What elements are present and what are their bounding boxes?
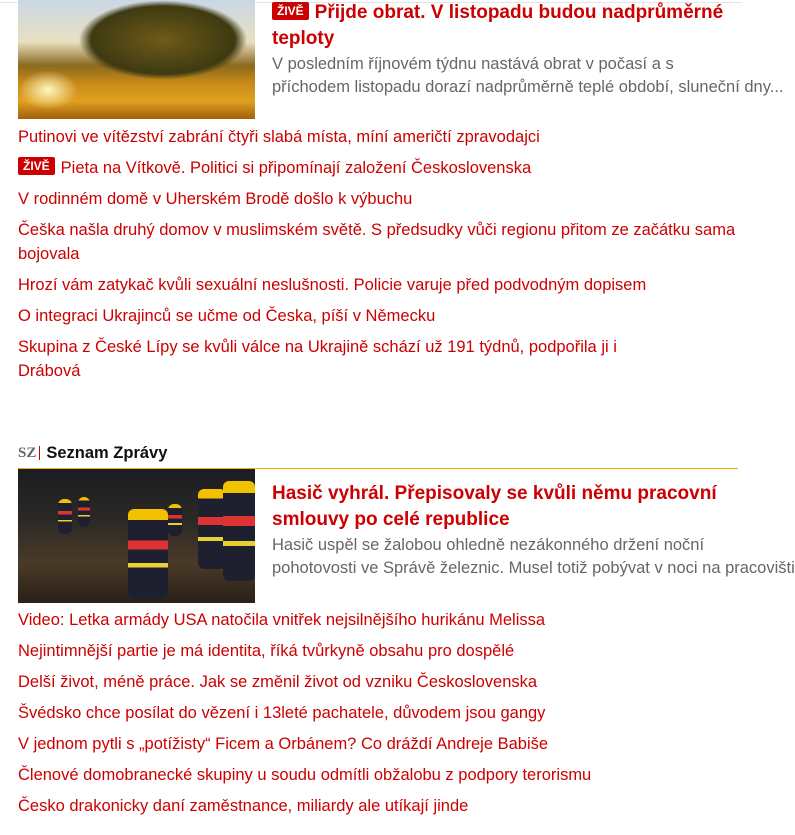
desc-line: V posledním říjnovém týdnu nastává obrat v počasí a s [272, 55, 674, 73]
live-badge: ŽIVĚ [18, 157, 55, 175]
news-link-text[interactable]: Pieta na Vítkově. Politici si připomínají založení Československa [60, 159, 532, 177]
desc-line: Hasič uspěl se žalobou ohledně nezákonného držení noční [272, 536, 705, 554]
desc-line: příchodem listopadu dorazí nadprůměrně teplé období, sluneční dny... [272, 78, 784, 96]
article-image[interactable] [18, 0, 255, 119]
news-link[interactable]: Členové domobranecké skupiny u soudu odmítli obžalobu z podpory terorismu [18, 766, 592, 784]
news-link[interactable]: O integraci Ukrajinců se učme od Česka, píší v Německu [18, 307, 436, 325]
news-link[interactable]: Češka našla druhý domov v muslimském světě. S předsudky vůči regionu přitom ze začátku sama bojovala [18, 221, 736, 263]
news-link[interactable] [18, 153, 738, 184]
news-link[interactable]: Nejintimnější partie je má identita, říká tvůrkyně obsahu pro dospělé [18, 642, 515, 660]
desc-line: pohotovosti ve Správě železnic. Musel totiž pobývat v noci na pracovišti [272, 559, 795, 577]
article-title[interactable] [272, 0, 738, 52]
news-link[interactable]: Švédsko chce posílat do vězení i 13leté pachatele, důvodem jsou gangy [18, 704, 546, 722]
article-image[interactable] [18, 469, 255, 603]
featured-article-weather[interactable] [18, 0, 784, 119]
live-badge: ŽIVĚ [272, 2, 309, 20]
article-title-text[interactable]: Přijde obrat. V listopadu budou nadprůměrné teploty [272, 2, 724, 49]
news-link[interactable]: Hrozí vám zatykač kvůli sexuální neslušnosti. Policie varuje před podvodným dopisem [18, 276, 647, 294]
section-title[interactable]: Seznam Zprávy [46, 443, 168, 462]
article-title[interactable]: Hasič vyhrál. Přepisovaly se kvůli němu pracovní smlouvy po celé republice [272, 483, 717, 530]
section-header-seznam-zpravy[interactable] [18, 438, 738, 469]
article-description [272, 534, 795, 580]
news-list-1 [18, 122, 738, 387]
news-link[interactable]: Putinovi ve vítězství zabrání čtyři slabá místa, míní američtí zpravodajci [18, 128, 540, 146]
news-link[interactable]: Delší život, méně práce. Jak se změnil život od vzniku Československa [18, 673, 538, 691]
featured-article-firefighter[interactable] [18, 469, 795, 603]
news-link[interactable]: Video: Letka armády USA natočila vnitřek nejsilnějšího hurikánu Melissa [18, 611, 546, 629]
news-list-2 [18, 605, 738, 822]
news-link[interactable]: V rodinném domě v Uherském Brodě došlo k výbuchu [18, 190, 413, 208]
article-description [272, 53, 784, 99]
news-link[interactable]: Skupina z České Lípy se kvůli válce na Ukrajině schází už 191 týdnů, podpořila ji i Drábová [18, 338, 617, 380]
news-link[interactable]: Česko drakonicky daní zaměstnance, miliardy ale utíkají jinde [18, 797, 469, 815]
seznam-zpravy-logo: SZ [18, 446, 40, 460]
news-link[interactable]: V jednom pytli s „potížisty“ Ficem a Orbánem? Co dráždí Andreje Babiše [18, 735, 549, 753]
